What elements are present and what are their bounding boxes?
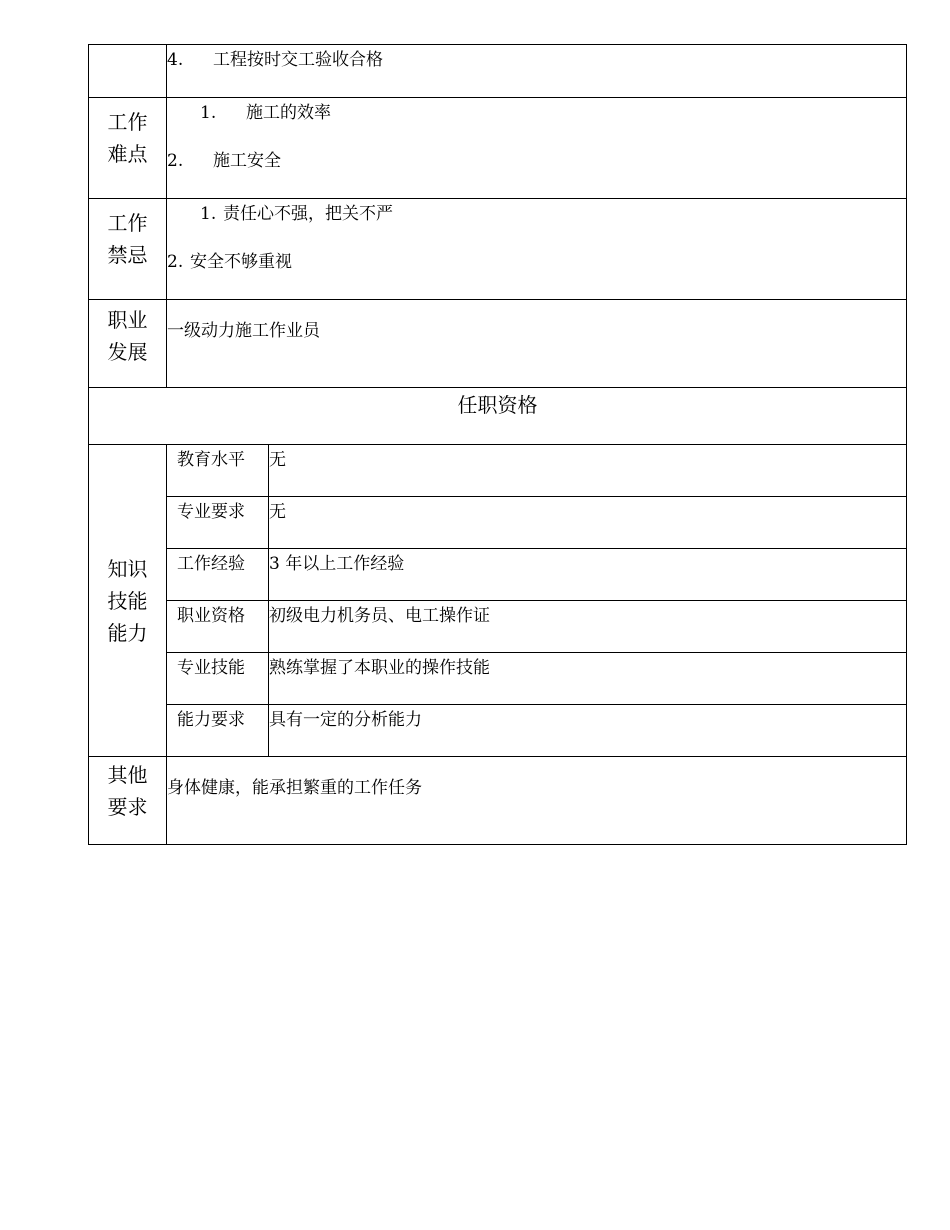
row-career [89, 300, 907, 388]
row-difficulty [89, 98, 907, 199]
other-cell [167, 757, 907, 845]
difficulty-label: 工作 难点 [89, 98, 167, 199]
other-text: 身体健康，能承担繁重的工作任务 [167, 778, 422, 798]
item-text: 施工的效率 [246, 103, 331, 123]
skills-row-value: 初级电力机务员、电工操作证 [269, 601, 907, 653]
item-text: 施工安全 [213, 150, 281, 171]
item-number: 1. [200, 103, 217, 123]
taboo-cell [167, 199, 907, 300]
skills-row [89, 601, 907, 653]
skills-row-value: 具有一定的分析能力 [269, 705, 907, 757]
skills-row-value: 无 [269, 497, 907, 549]
skills-row-label: 能力要求 [167, 705, 269, 757]
row-taboo [89, 199, 907, 300]
skills-row-label: 工作经验 [167, 549, 269, 601]
other-label: 其他 要求 [89, 757, 167, 845]
skills-row [89, 445, 907, 497]
job-table [88, 44, 907, 845]
skills-row-value: 熟练掌握了本职业的操作技能 [269, 653, 907, 705]
item-number: 4. [167, 50, 184, 70]
taboo-label: 工作 禁忌 [89, 199, 167, 300]
skills-row [89, 497, 907, 549]
item-text: 责任心不强，把关不严 [223, 204, 393, 224]
skills-row-label: 职业资格 [167, 601, 269, 653]
item-number: 1. [200, 204, 217, 224]
item-number: 2. [167, 150, 184, 171]
section-title: 任职资格 [89, 388, 907, 445]
empty-label-cell [89, 45, 167, 98]
skills-row-label: 专业要求 [167, 497, 269, 549]
skills-row [89, 705, 907, 757]
skills-label: 知识 技能 能力 [89, 445, 167, 757]
row-acceptance [89, 45, 907, 98]
skills-row-value: 3 年以上工作经验 [269, 549, 907, 601]
difficulty-cell [167, 98, 907, 199]
career-label: 职业 发展 [89, 300, 167, 388]
item-number: 2. [167, 251, 184, 272]
item-text: 安全不够重视 [190, 251, 292, 272]
career-text: 一级动力施工作业员 [167, 321, 320, 341]
row-qualification-title [89, 388, 907, 445]
skills-row-label: 教育水平 [167, 445, 269, 497]
job-description-page [88, 44, 907, 845]
skills-row [89, 653, 907, 705]
skills-row-value: 无 [269, 445, 907, 497]
career-cell [167, 300, 907, 388]
item-text: 工程按时交工验收合格 [213, 50, 383, 70]
skills-row [89, 549, 907, 601]
row-other [89, 757, 907, 845]
acceptance-cell [167, 45, 907, 98]
skills-row-label: 专业技能 [167, 653, 269, 705]
